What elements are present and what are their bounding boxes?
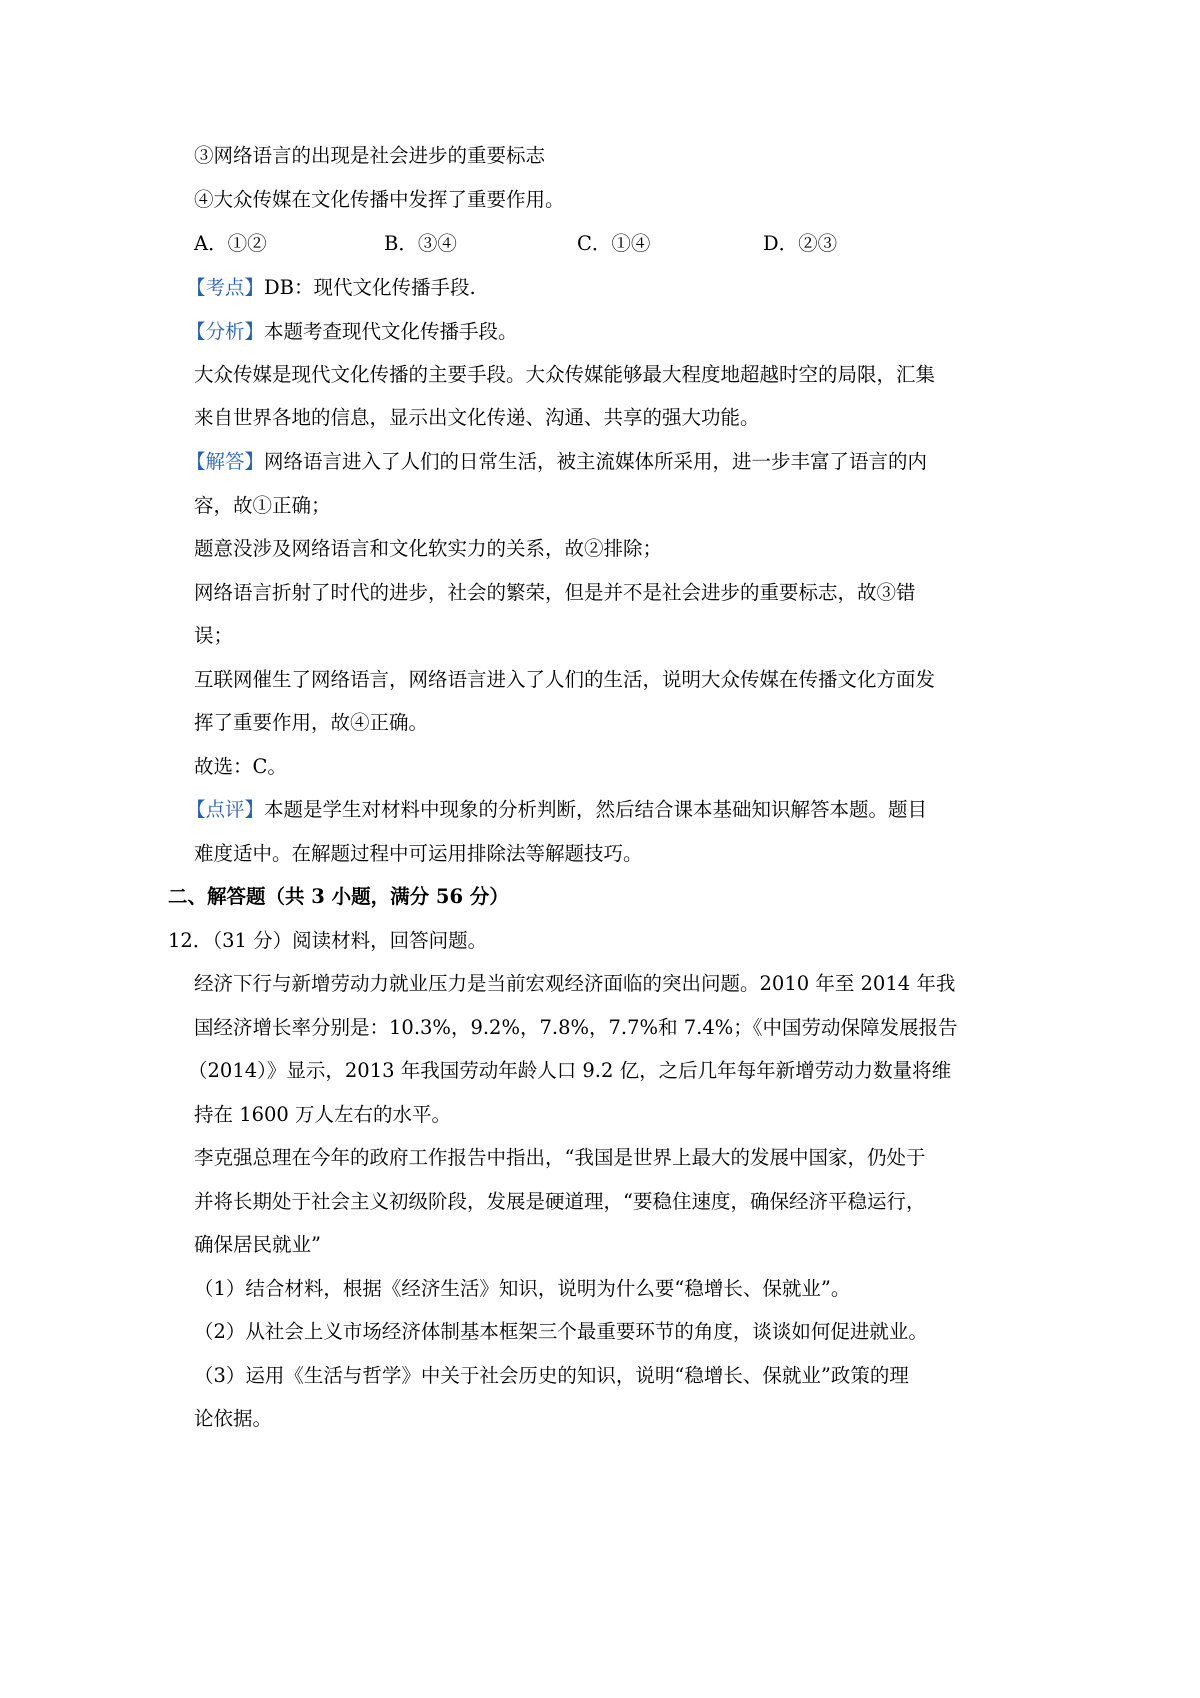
sub-question-3: （3）运用《生活与哲学》中关于社会历史的知识，说明“稳增长、保就业”政策的理: [194, 1364, 909, 1387]
sub-question-3-cont: 论依据。: [194, 1407, 273, 1430]
analysis-line: 大众传媒是现代文化传播的主要手段。大众传媒能够最大程度地超越时空的局限，汇集: [194, 363, 936, 386]
choice-b: B．③④: [384, 232, 457, 255]
material-line: 持在 1600 万人左右的水平。: [194, 1103, 452, 1126]
answer-line: 误；: [194, 624, 234, 647]
section-heading: 二、解答题（共 3 小题，满分 56 分）: [168, 885, 509, 908]
answer-line: 互联网催生了网络语言，网络语言进入了人们的生活，说明大众传媒在传播文化方面发: [194, 668, 936, 691]
question-12-stem: 12．（31 分）阅读材料，回答问题。: [168, 929, 488, 952]
material-line: 国经济增长率分别是：10.3%，9.2%，7.8%，7.7%和 7.4%；《中国劳动保障发展报告: [194, 1016, 958, 1039]
dianping-tag: 【点评】: [186, 798, 265, 821]
answer-line: 挥了重要作用，故④正确。: [194, 711, 429, 734]
dianping-text: 本题是学生对材料中现象的分析判断，然后结合课本基础知识解答本题。题目: [264, 798, 928, 821]
answer-line: 题意没涉及网络语言和文化软实力的关系，故②排除；: [194, 537, 663, 560]
answer-line: 容，故①正确；: [194, 494, 331, 517]
choice-d: D．②③: [763, 232, 838, 255]
choice-a: A．①②: [194, 232, 267, 255]
dianping-line-2: 难度适中。在解题过程中可运用排除法等解题技巧。: [194, 842, 643, 865]
material-line: （2014）》显示，2013 年我国劳动年龄人口 9.2 亿，之后几年每年新增劳动力数量将维: [188, 1059, 952, 1082]
dianping-line: [186, 795, 927, 825]
kaodian-line: [186, 273, 476, 303]
option-3-text: ③网络语言的出现是社会进步的重要标志: [194, 144, 546, 167]
material-line: 并将长期处于社会主义初级阶段，发展是硬道理，“要稳住速度，确保经济平稳运行，: [194, 1190, 926, 1213]
material-line: 经济下行与新增劳动力就业压力是当前宏观经济面临的突出问题。2010 年至 2014 年我: [194, 972, 956, 995]
jieda-tag: 【解答】: [186, 450, 265, 473]
answer-line: 故选：C。: [194, 755, 287, 778]
choice-c: C．①④: [577, 232, 651, 255]
material-line: 确保居民就业”: [194, 1233, 321, 1256]
kaodian-tag: 【考点】: [186, 276, 265, 299]
analysis-line: 来自世界各地的信息，显示出文化传递、沟通、共享的强大功能。: [194, 406, 760, 429]
jieda-line: [186, 447, 927, 477]
sub-question-2: （2）从社会上义市场经济体制基本框架三个最重要环节的角度，谈谈如何促进就业。: [194, 1320, 928, 1343]
option-4-text: ④大众传媒在文化传播中发挥了重要作用。: [194, 188, 565, 211]
fenxi-tag: 【分析】: [186, 320, 265, 343]
fenxi-line: [186, 317, 518, 347]
answer-line: 网络语言折射了时代的进步，社会的繁荣，但是并不是社会进步的重要标志，故③错: [194, 581, 916, 604]
material-line: 李克强总理在今年的政府工作报告中指出，“我国是世界上最大的发展中国家，仍处于: [194, 1146, 926, 1169]
kaodian-text: DB：现代文化传播手段.: [264, 276, 476, 299]
jieda-text: 网络语言进入了人们的日常生活，被主流媒体所采用，进一步丰富了语言的内: [264, 450, 928, 473]
fenxi-text: 本题考查现代文化传播手段。: [264, 320, 518, 343]
sub-question-1: （1）结合材料，根据《经济生活》知识，说明为什么要“稳增长、保就业”。: [194, 1277, 851, 1300]
